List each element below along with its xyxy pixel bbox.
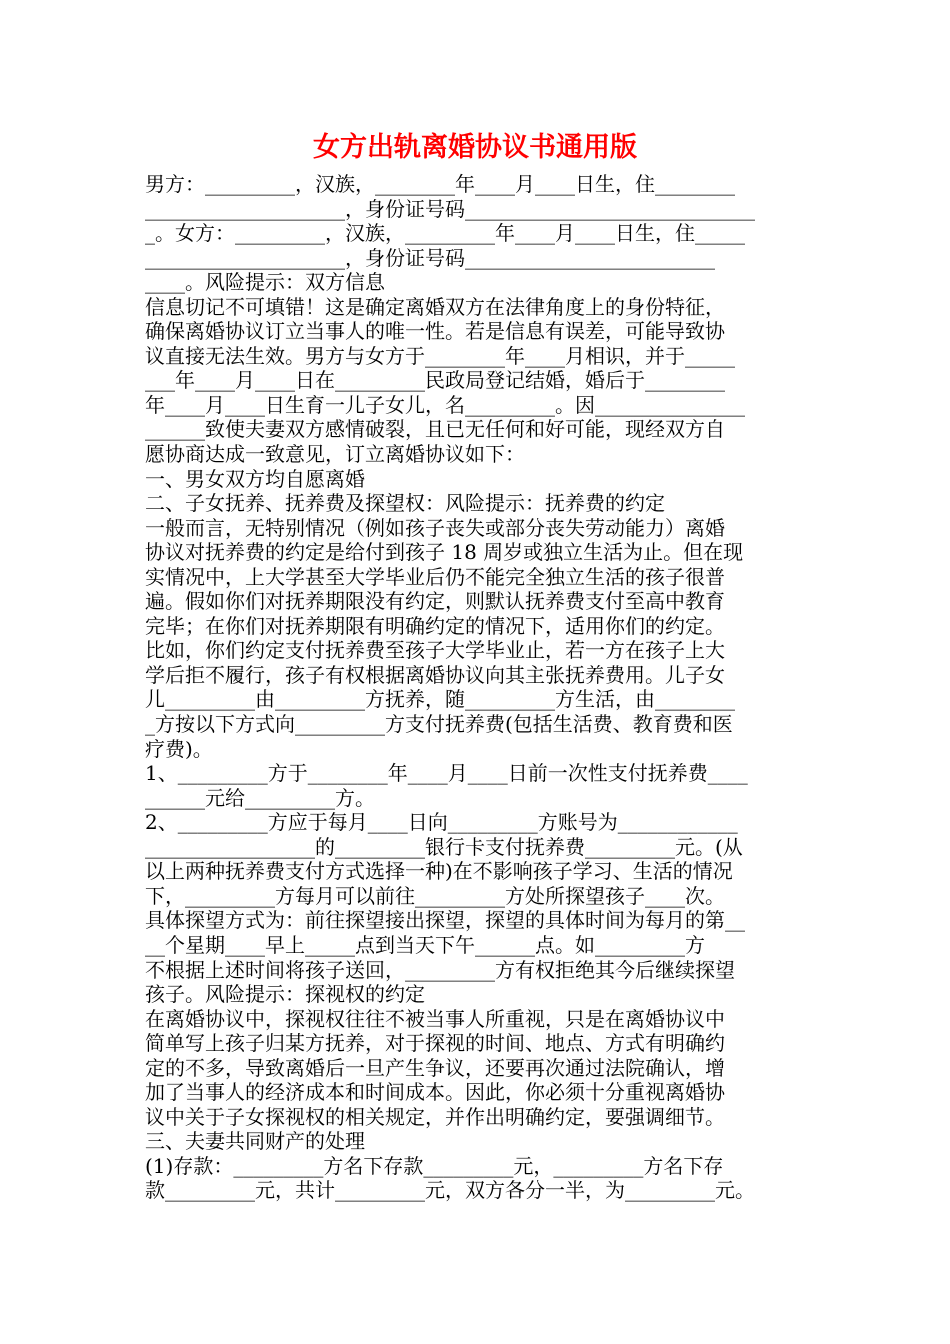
document-line: 孩子。风险提示：探视权的约定 — [145, 982, 425, 1007]
document-title: 女方出轨离婚协议书通用版 — [313, 132, 637, 163]
document-line: 愿协商达成一致意见，订立离婚协议如下： — [145, 442, 525, 467]
document-line: ____。风险提示：双方信息 — [145, 270, 385, 295]
document-line: 加了当事人的经济成本和时间成本。因此，你必须十分重视离婚协 — [145, 1080, 725, 1105]
document-line: 完毕；在你们对抚养期限有明确约定的情况下，适用你们的约定。 — [145, 613, 725, 638]
document-line: ______元给_________方。 — [145, 785, 375, 810]
document-line: ______致使夫妻双方感情破裂，且已无任何和好可能，现经双方自 — [145, 417, 725, 442]
document-line: 疗费)。 — [145, 736, 213, 761]
document-line: _。女方：_________，汉族，_________年____月____日生，住_____ — [145, 221, 745, 246]
document-line: ____________________，身份证号码_____________________________ — [145, 196, 755, 221]
document-line: ____________________，身份证号码_________________________ — [145, 245, 715, 270]
document-line: 二、子女抚养、抚养费及探望权：风险提示：抚养费的约定 — [145, 491, 665, 516]
document-line: 遍。假如你们对抚养期限没有约定，则默认抚养费支付至高中教育 — [145, 589, 725, 614]
document-line: 比如，你们约定支付抚养费至孩子大学毕业止，若一方在孩子上大 — [145, 638, 725, 663]
document-body — [145, 172, 815, 1203]
document-line: _________________的_________银行卡支付抚养费_________元。(从 — [145, 834, 743, 859]
document-line: 不根据上述时间将孩子送回，_________方有权拒绝其今后继续探望 — [145, 957, 735, 982]
document-line: 在离婚协议中，探视权往往不被当事人所重视，只是在离婚协议中 — [145, 1006, 725, 1031]
document-line: 具体探望方式为：前往探望接出探望，探望的具体时间为每月的第__ — [145, 908, 745, 933]
document-line: 2、_________方应于每月____日向_________方账号为____________ — [145, 810, 738, 835]
document-line: __个星期____早上_____点到当天下午______点。如_________方 — [145, 932, 705, 957]
document-line: 以上两种抚养费支付方式选择一种)在不影响孩子学习、生活的情况 — [145, 859, 733, 884]
document-line: 信息切记不可填错！这是确定离婚双方在法律角度上的身份特征， — [145, 294, 725, 319]
document-line: 议中关于子女探视权的相关规定，并作出明确约定，要强调细节。 — [145, 1104, 725, 1129]
document-line: 协议对抚养费的约定是给付到孩子 18 周岁或独立生活为止。但在现 — [145, 540, 744, 565]
document-line: 一般而言，无特别情况（例如孩子丧失或部分丧失劳动能力）离婚 — [145, 515, 725, 540]
document-line: 下，_________方每月可以前往_________方处所探望孩子____次。 — [145, 883, 725, 908]
document-line: 年____月____日生育一儿子女儿，名_________。因_______________ — [145, 392, 745, 417]
document-line: 实情况中，上大学甚至大学毕业后仍不能完全独立生活的孩子很普 — [145, 564, 725, 589]
document-line: 三、夫妻共同财产的处理 — [145, 1129, 365, 1154]
document-line: (1)存款：_________方名下存款_________元，_________方名下存 — [145, 1153, 724, 1178]
document-line: 确保离婚协议订立当事人的唯一性。若是信息有误差，可能导致协 — [145, 319, 725, 344]
document-line: 儿_________由_________方抚养，随_________方生活，由________ — [145, 687, 735, 712]
document-line: 一、男女双方均自愿离婚 — [145, 466, 365, 491]
document-line: ___年____月____日在_________民政局登记结婚，婚后于________ — [145, 368, 725, 393]
document-line: 学后拒不履行，孩子有权根据离婚协议向其主张抚养费用。儿子女 — [145, 662, 725, 687]
document-line: 款_________元，共计_________元，双方各分一半，为_________元。 — [145, 1178, 755, 1203]
document-line: 1、_________方于________年____月____日前一次性支付抚养费____ — [145, 761, 748, 786]
document-line: 议直接无法生效。男方与女方于________年____月相识，并于_____ — [145, 343, 735, 368]
document-line: 简单写上孩子归某方抚养，对于探视的时间、地点、方式有明确约 — [145, 1031, 725, 1056]
document-line: 定的不多，导致离婚后一旦产生争议，还要再次通过法院确认，增 — [145, 1055, 725, 1080]
document-line: _方按以下方式向_________方支付抚养费(包括生活费、教育费和医 — [145, 712, 733, 737]
document-line: 男方：_________，汉族，________年____月____日生，住________ — [145, 172, 735, 196]
